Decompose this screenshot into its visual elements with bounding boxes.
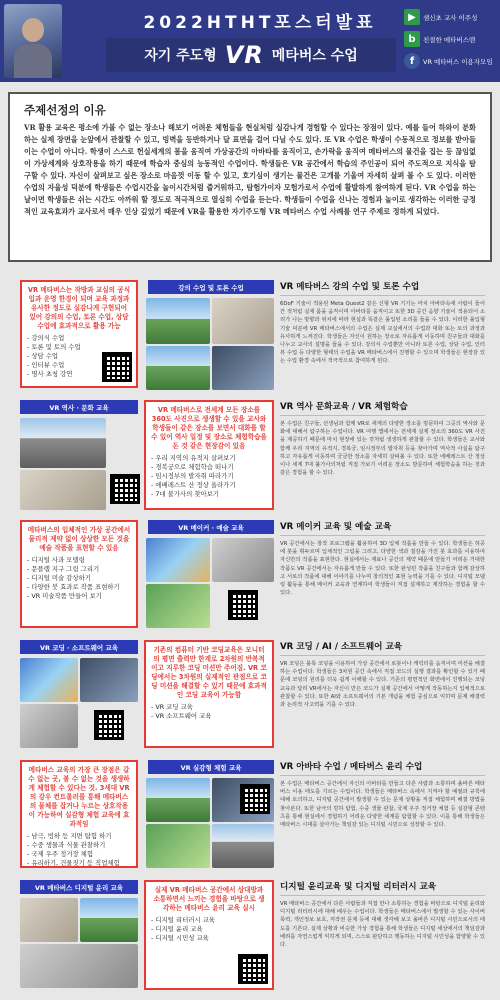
section-tag: VR 코딩 · 소프트웨어 교육 (20, 640, 138, 654)
topic-reason-body: VR 활용 교육은 평소에 가볼 수 없는 장소나 해보기 어려운 체험들을 현실처럼 실감나게 경험할 수 있다는 장점이 있다. 예를 들어 하와이 분화하는 실제 장면을 눈앞에서 관찰할 수 있고, 빙벽을 등반하거나 달 표면을 걸어 다닐 수도 있다. 또 VR 수업은 학생이 수동적으로 정보를 받아들이는 수업이 아니다. 학생이 스스로 헌실세계의 몸을 움직여 가상공간의 아바타를 움직이고, 손가락을 움직여 메타버스의 물건을 집는 등 끊임없이 가상세계와 상호작용을 하기 때문에 학습자 중심의 능동적인 수업이다. 학생들은 VR 공간에서 학습의 주인공이 되어 주도적으로 지식을 탐구할 수 있다. 자신이 살펴보고 싶은 장소로 마음껏 이동 할 수 있고, 호기심이 생기는 물건은 고개를 기울여 자세히 살펴 볼 수 도 있다. 이러한 수업의 자율성 덕분에 학생들은 수업시간을 놀이시간처럼 즐거워하고, 탐험가이자 모험가로서 수업에 활발하게 참여하게 된다. VR 수업을 하는 날이면 학생들은 쉬는 시간도 아까워 할 정도로 적극적으로 열심히 수업을 듣는다. 학생들이 수업을 신나는 경험과 놀이로 생각하는 이러한 긍정적인 교육효과가 교사로서 매우 인상 깊었기 때문에 VR을 활용한 자기주도형 VR 메타버스 수업 사례를 연구 주제로 정하게 되었다. (24, 123, 476, 216)
section-tag: VR 메이커 · 예술 교육 (148, 520, 274, 534)
callout-title: 실제 VR 메타버스 공간에서 상대방과 소통하면서 느끼는 경험을 바탕으로 생각하는 메타버스 윤리 교육 실시 (153, 886, 265, 912)
list-item: - 유리하기, 건물짓기 등 직업체험 (27, 859, 131, 868)
section-body: VR 코딩은 블록 코딩을 이용하여 가상 공간에서 로봇이나 캐릭터를 움직이며 미션을 해결하는 수업이다. 학생들은 3차원 공간 속에서 직접 코드의 실행 결과를 확인할 수 있기 때문에 코딩의 원리를 더욱 쉽게 이해할 수 있다. 기존의 평면적인 화면에서 진행되는 코딩 교육과 달리 VR에서는 자신이 만든 코드가 실제 공간에서 어떻게 작동하는지 입체적으로 관찰할 수 있다. 또한 AI와 소프트웨어의 기본 개념을 체험 중심으로 익히며 문제 해결력과 논리적 사고력을 기를 수 있다. (280, 661, 485, 709)
section-title: VR 메타버스 강의 수업 및 토론 수업 (280, 280, 485, 296)
vr-screenshot (20, 658, 78, 702)
list-item: - 디지털 시민성 교육 (151, 934, 267, 943)
section-text (280, 280, 485, 366)
list-item: - 에베레스트 산 정상 올라가기 (151, 481, 267, 490)
subtitle-right: 메타버스 수업 (271, 48, 358, 64)
section-lecture (20, 280, 485, 392)
vr-screenshot (146, 778, 210, 822)
section-body: VR 메타버스 공간에서 다른 사람들과 직접 만나 소통하는 경험을 바탕으로 디지털 윤리와 디지털 리터러시에 대해 배우는 수업이다. 학생들은 메타버스에서 발생할 수 있는 사이버 폭력, 개인정보 보호, 저작권 문제 등에 대해 생각해 보고 올바른 디지털 시민으로서의 태도를 기른다. 실제 상황과 비슷한 가상 경험을 통해 학생들은 디지털 세상에서의 책임감과 배려를 자연스럽게 익히게 되며, 스스로 판단하고 행동하는 디지털 시민성을 함양할 수 있다. (280, 901, 485, 949)
list-item: - 디지털 미술 감상하기 (27, 574, 131, 583)
subtitle-vr: VR (224, 41, 264, 69)
vr-screenshot (80, 658, 138, 702)
qr-code (94, 710, 124, 740)
list-item: - 토론 및 토의 수업 (27, 343, 131, 352)
section-callout (144, 400, 274, 510)
list-item: - 경복궁으로 체험학습 떠나기 (151, 463, 267, 472)
vr-screenshot (146, 346, 210, 390)
youtube-icon: ▶ (404, 9, 420, 25)
list-item: - 명사 초청 강연 (27, 370, 131, 379)
section-body: 6DoF 기술이 적용된 Meta Quest2 같은 신형 VR 기기는 마치 아바타속에 사람이 들어간 것처럼 실제 몸을 움직이며 아바타를 움직이고 또한 3D 공간 음향 기술이 적용되어 소리가 나는 방향과 위치에 따라 현실과 똑같은 몰입된 소리를 들을 수 있다. 이러한 몰입형 기술 덕분에 VR 메타버스에서의 수업은 실제 교실에서의 수업과 대화 또는 토의 과정과 유사하게 느껴진다. 학생들은 자신이 원하는 장소로 자유롭게 이동하며 친구들과 대화를 나누고 교사의 설명을 들을 수 있다. 강의식 수업뿐만 아니라 토론 수업, 상담 수업, 인터뷰 수업 등 다양한 형태의 수업을 VR 메타버스에서 진행할 수 있으며 학생들은 현장감 있는 수업 환경 속에서 적극적으로 참여하게 된다. (280, 301, 485, 365)
qr-code (238, 954, 268, 984)
poster-subtitle (106, 38, 396, 72)
list-item: - 우리 지역의 유적지 살펴보기 (151, 454, 267, 463)
section-body: 본 수업은 친구들, 선생님과 함께 VR로 세계의 다양한 장소를 방문하여 그곳의 역사와 문화에 대해서 탐구하는 수업이다. VR 여행 앱에서는 전세계 실제 장소의 360도 VR 사진을 제공하기 때문에 마치 현장에 있는 것처럼 생생하게 관찰할 수 있다. 학생들은 교사와 함께 우리 지역의 유적지, 경복궁, 임시정부의 발자취 등을 찾아가며 역사적 사실을 탐구하고 자유롭게 이동하며 궁금한 장소를 자세히 살펴볼 수 있다. 또한 에베레스트 산 정상이나 세계 7대 불가사의처럼 직접 가보기 어려운 장소도 방문하여 체험학습을 하는 것과 같은 경험을 할 수 있다. (280, 421, 485, 477)
callout-title: 메타버스 교육의 가장 큰 장점은 갈 수 없는 곳, 볼 수 없는 것을 생생하게 체험할 수 있다는 것. 3세대 VR의 강우 컨트롤러를 통해 메타버스의 물체를 잡거나 누르는 상호작용이 가능하여 실감형 체험 교육에 효과적임 (28, 766, 130, 828)
section-title: VR 메이커 교육 및 예술 교육 (280, 520, 485, 536)
section-title: VR 역사 문화교육 / VR 체험학습 (280, 400, 485, 416)
callout-title: 메타버스의 입체적인 가상 공간에서 물리적 제약 없이 상상한 모든 것을 예술 작품을 표현할 수 있음 (27, 526, 131, 552)
section-callout (20, 520, 138, 628)
section-text (280, 880, 485, 949)
callout-title: 기존의 컴퓨터 기반 코딩교육은 모니터의 평면 출력만 한계로 2차원의 반복적이고 지루한 코딩 미션만 주어짐. VR 코딩에서는 3차원의 실제적인 관점으로 코딩 미션을 해결할 수 있기 때문에 효과적인 코딩 교육이 가능함 (151, 646, 267, 699)
vr-screenshot (146, 824, 210, 868)
section-title: 디지털 윤리교육 및 디지털 리터러시 교육 (280, 880, 485, 896)
list-item: - 임시정부의 발자취 따라가기 (151, 472, 267, 481)
facebook-icon: f (404, 53, 420, 69)
section-tag: VR 실감형 체험 교육 (148, 760, 274, 774)
section-text (280, 760, 485, 829)
list-item: - 강의식 수업 (27, 334, 131, 343)
section-body: VR 공간에서는 창작 프로그램을 활용하여 3D 입체 작품을 만들 수 있다. 학생들은 허공에 붓을 휘두르며 입체적인 그림을 그리고, 다양한 색과 질감을 가진 붓 효과를 이용하여 자신만의 작품을 표현한다. 현실에서는 재료나 공간의 제약 때문에 만들기 어려운 거대한 작품도 VR 공간에서는 자유롭게 만들 수 있다. 또한 완성된 작품을 친구들과 함께 감상하고 서로의 작품에 대해 이야기를 나누며 창의적인 표현 능력을 기를 수 있다. 디지털 모델링 활동을 통해 메이커 교육과 연계하여 학생들이 직접 설계하고 제작하는 경험을 할 수 있다. (280, 541, 485, 597)
topic-reason-box (8, 92, 492, 262)
poster-header (0, 0, 500, 82)
presenter-photo (4, 4, 62, 78)
list-item: - 디지털 사과 모델링 (27, 556, 131, 565)
vr-screenshot (20, 418, 106, 468)
list-item: - 7대 불가사의 찾아보기 (151, 490, 267, 499)
list-item: - 수중 생물과 식물 관찰하기 (27, 841, 131, 850)
youtube-link[interactable] (404, 6, 498, 28)
qr-code (228, 590, 258, 620)
facebook-link[interactable] (404, 50, 498, 72)
section-immersive (20, 760, 485, 870)
list-item: - 디지털 윤리 교육 (151, 925, 267, 934)
section-title: VR 코딩 / AI / 소프트웨어 교육 (280, 640, 485, 656)
topic-reason-title: 주제선정의 이유 (24, 103, 106, 117)
list-item: - VR 코딩 교육 (151, 703, 267, 712)
facebook-link-label: VR 메타버스 이용자모임 (423, 57, 493, 66)
list-item: - VR 소프트웨어 교육 (151, 712, 267, 721)
list-item: - 문플랩 지구 그림 그리기 (27, 565, 131, 574)
youtube-link-label: 샘신초 교사 이주성 (423, 13, 478, 22)
vr-screenshot (146, 298, 210, 344)
section-callout (20, 280, 138, 388)
section-tag: VR 메타버스 디지털 윤리 교육 (20, 880, 138, 894)
section-body: 본 수업은 메타버스 공간에서 자신의 아바타를 만들고 다른 사람과 소통하며 올바른 메타버스 이용 태도를 기르는 수업이다. 학생들은 메타버스 속에서 지켜야 할 예절과 규칙에 대해 토의하고, 디지털 공간에서 발생할 수 있는 문제 상황을 직접 체험하며 해결 방법을 찾아본다. 또한 남극의 빙하 탐험, 수중 생물 관찰, 국제 우주 정거장 체험 등 실감형 콘텐츠를 통해 현실에서 경험하기 어려운 다양한 세계를 탐험할 수 있다. 이를 통해 학생들은 메타버스 시대를 살아가는 책임감 있는 디지털 시민으로 성장할 수 있다. (280, 781, 485, 829)
vr-screenshot (212, 538, 274, 582)
subtitle-left: 자기 주도형 (144, 48, 217, 64)
vr-screenshot (146, 538, 210, 582)
section-ethics (20, 880, 485, 992)
callout-list (151, 703, 267, 721)
vr-screenshot (20, 944, 138, 988)
vr-screenshot (146, 584, 210, 628)
vr-screenshot (20, 898, 78, 942)
section-text (280, 400, 485, 477)
vr-screenshot (20, 704, 78, 748)
callout-title: VR 메타버스는 작방과 교실의 공식입과 운영 한경이 되며 교육 과정과 유사한 정도로 실감나게 구현되어 있어 강의의 수업, 토론 수업, 상담 수업에 효과적으로 활용 가능 (27, 286, 131, 330)
section-callout (144, 880, 274, 990)
list-item: - 인터뷰 수업 (27, 361, 131, 370)
section-text (280, 520, 485, 597)
vr-screenshot (212, 824, 274, 868)
section-coding (20, 640, 485, 750)
list-item: - 남극, 빙하 등 지면 탐험 하기 (27, 832, 131, 841)
list-item: - 상담 수업 (27, 352, 131, 361)
poster-year-title: 2022HTHT포스터발표 (143, 13, 377, 33)
qr-code (110, 474, 140, 504)
vr-screenshot (20, 470, 106, 510)
callout-list (27, 556, 131, 601)
list-item: - 다양한 붓 효과로 작품 표현하기 (27, 583, 131, 592)
vr-screenshot (80, 898, 138, 942)
section-tag: VR 역사 · 문화 교육 (20, 400, 138, 414)
list-item: - 국제 우주 정거장 체험 (27, 850, 131, 859)
list-item: - 디지털 리터러시 교육 (151, 916, 267, 925)
section-callout (144, 640, 274, 748)
section-history (20, 400, 485, 512)
section-callout (20, 760, 138, 868)
section-maker (20, 520, 485, 630)
callout-list (27, 832, 131, 868)
blog-icon: b (404, 31, 420, 47)
blog-link[interactable] (404, 28, 498, 50)
blog-link-label: 친절한 메타버스맨 (423, 35, 476, 44)
vr-screenshot (212, 346, 274, 390)
qr-code (102, 352, 132, 382)
section-text (280, 640, 485, 709)
callout-list (151, 916, 267, 943)
qr-code (240, 784, 270, 814)
header-links (404, 6, 498, 72)
list-item: - VR 미술작품 만들어 보기 (27, 592, 131, 601)
callout-title: VR 메타버스로 전세계 모든 장소를 360도 사진으로 생생할 수 있을 교사와 학생들이 같은 장소를 보면서 대화를 할 수 있어 역사 일정 및 장소로 체험학습을 돈 것 같은 현장감이 있음 (151, 406, 267, 450)
section-title: VR 아바타 수업 / 메타버스 윤리 수업 (280, 760, 485, 776)
section-tag: 강의 수업 및 토론 수업 (148, 280, 274, 294)
callout-list (151, 454, 267, 499)
vr-screenshot (212, 298, 274, 344)
